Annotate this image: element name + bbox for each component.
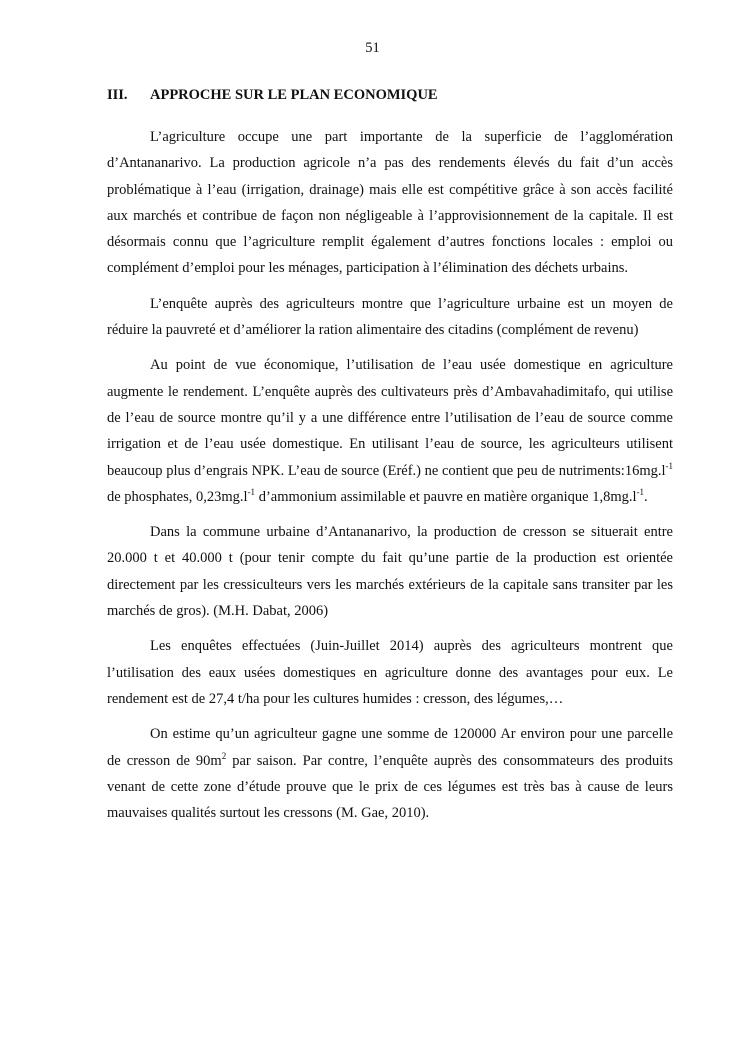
superscript: -1 [665, 460, 673, 471]
paragraph-economic-view [107, 352, 673, 510]
paragraph-text: de phosphates, 0,23mg.l [107, 488, 248, 505]
page-number: 51 [365, 40, 380, 56]
paragraph-text: d’ammonium assimilable et pauvre en matière organique 1,8mg.l [255, 488, 637, 505]
paragraph-poverty-reduction: L’enquête auprès des agriculteurs montre que l’agriculture urbaine est un moyen de réduire la pauvreté et d’améliorer la ration alimentaire des citadins (complément de revenu) [107, 295, 673, 339]
paragraph-text: Au point de vue économique, l’utilisation de l’eau usée domestique en agriculture augmente le rendement. L’enquête auprès des cultivateurs près d’Ambavahadimitafo, qui utilise de l’eau de source montre qu’il y a une différence entre l’utilisation de l’eau de source comme irrigation et de l’eau usée domestique. En utilisant l’eau de source, les agriculteurs utilisent beaucoup plus d’engrais NPK. L’eau de source (Eréf.) ne contient que peu de nutriments:16mg.l [107, 357, 673, 479]
paragraph-cresson-production: Dans la commune urbaine d’Antananarivo, la production de cresson se situerait entre 20.000 t et 40.000 t (pour tenir compte du fait qu’une partie de la production est orientée directement par les cressiculteurs vers les marchés extérieurs de la capitale sans transiter par les marchés de gros). (M.H. Dabat, 2006) [107, 524, 673, 620]
section-number: III. [107, 87, 128, 103]
superscript: -1 [247, 486, 256, 497]
paragraph-text: . [644, 488, 648, 505]
paragraph-farmer-income [107, 721, 673, 826]
paragraph-text: On estime qu’un agriculteur gagne une somme de 120000 Ar environ pour une parcelle de cresson de 90m [107, 726, 673, 769]
superscript: -1 [636, 486, 645, 497]
paragraph-survey-results: Les enquêtes effectuées (Juin-Juillet 2014) auprès des agriculteurs montrent que l’utilisation des eaux usées domestiques en agriculture donne des avantages pour eux. Le rendement est de 27,4 t/ha pour les cultures humides : cresson, des légumes,… [107, 638, 673, 707]
section-heading [107, 87, 438, 104]
superscript: 2 [221, 750, 227, 761]
document-body [107, 124, 673, 835]
section-title: APPROCHE SUR LE PLAN ECONOMIQUE [150, 87, 438, 103]
paragraph-text: par saison. Par contre, l’enquête auprès des consommateurs des produits venant de cette zone d’étude prouve que le prix de ces légumes est très bas à cause de leurs mauvaises qualités surtout les cressons (M. Gae, 2010). [107, 752, 673, 822]
paragraph-agriculture-overview: L’agriculture occupe une part importante de la superficie de l’agglomération d’Antananarivo. La production agricole n’a pas des rendements élevés du fait d’un accès problématique à l’eau (irrigation, drainage) mais elle est compétitive grâce à son accès facilité aux marchés et contribue de façon non négligeable à l’approvisionnement de la capitale. Il est désormais connu que l’agriculture remplit également d’autres fonctions locales : emploi ou complément d’emploi pour les ménages, participation à l’élimination des déchets urbains. [107, 129, 673, 277]
